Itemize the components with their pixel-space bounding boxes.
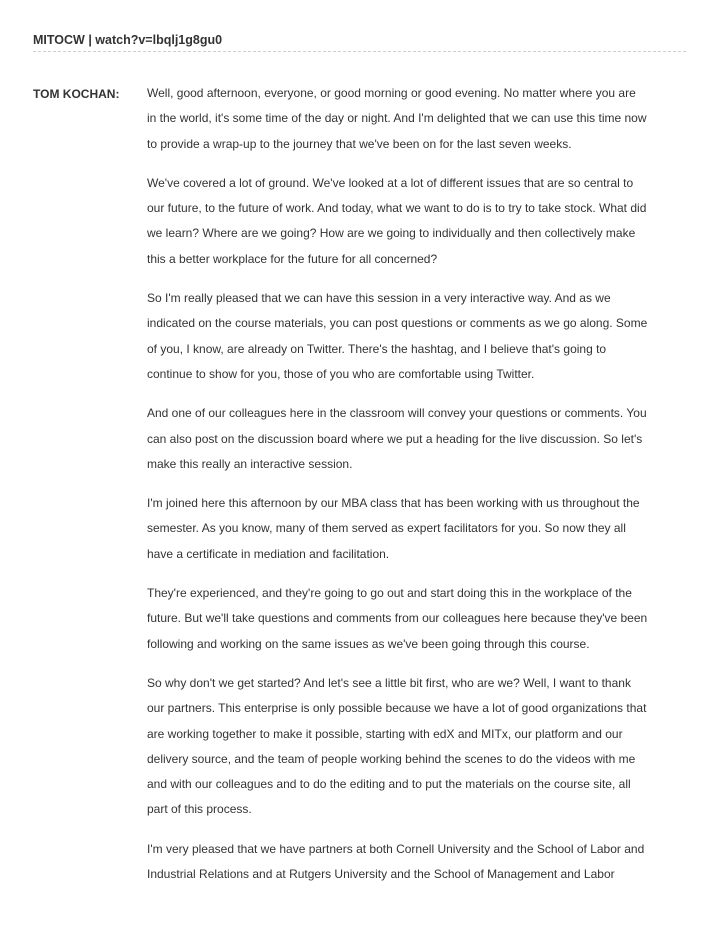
transcript-line: future. But we'll take questions and comments from our colleagues here because they've been xyxy=(147,611,648,626)
transcript-line: I'm joined here this afternoon by our MBA class that has been working with us throughout the xyxy=(147,496,640,511)
document-title: MITOCW | watch?v=lbqlj1g8gu0 xyxy=(33,33,223,47)
transcript-line: our future, to the future of work. And today, what we want to do is to try to take stock. What did xyxy=(147,201,647,216)
transcript-line: following and working on the same issues as we've been going through this course. xyxy=(147,636,590,651)
transcript-line: I'm very pleased that we have partners at both Cornell University and the School of Labor and xyxy=(147,841,645,856)
transcript-line: we learn? Where are we going? How are we going to individually and then collectively make xyxy=(147,226,636,241)
transcript-line: this a better workplace for the future for all concerned? xyxy=(147,251,438,266)
transcript-line: are working together to make it possible, starting with edX and MITx, our platform and our xyxy=(147,726,623,741)
transcript-line: in the world, it's some time of the day or night. And I'm delighted that we can use this time now xyxy=(147,111,647,126)
speaker-label: TOM KOCHAN: xyxy=(33,87,120,101)
transcript-paragraph xyxy=(147,837,692,888)
transcript-line: semester. As you know, many of them served as expert facilitators for you. So now they all xyxy=(147,521,626,536)
transcript-line: And one of our colleagues here in the classroom will convey your questions or comments. You xyxy=(147,406,647,421)
transcript-paragraph xyxy=(147,171,692,272)
transcript-line: delivery source, and the team of people working behind the scenes to do the videos with me xyxy=(147,751,636,766)
transcript-line: indicated on the course materials, you can post questions or comments as we go along. Some xyxy=(147,316,648,331)
transcript-line: to provide a wrap-up to the journey that we've been on for the last seven weeks. xyxy=(147,136,572,151)
transcript-line: continue to show for you, those of you who are comfortable using Twitter. xyxy=(147,366,535,381)
transcript-line: and with our colleagues and to do the editing and to put the materials on the course site, all xyxy=(147,777,631,792)
transcript-paragraph xyxy=(147,81,692,157)
transcript-line: of you, I know, are already on Twitter. There's the hashtag, and I believe that's going to xyxy=(147,341,607,356)
transcript-line: have a certificate in mediation and facilitation. xyxy=(147,546,390,561)
transcript-paragraph xyxy=(147,581,692,657)
transcript-paragraph xyxy=(147,286,692,387)
transcript-line: Industrial Relations and at Rutgers University and the School of Management and Labor xyxy=(147,867,615,882)
transcript-paragraph xyxy=(147,491,692,567)
document-header xyxy=(33,31,686,52)
transcript-paragraph xyxy=(147,401,692,477)
transcript-body xyxy=(147,81,692,901)
transcript-line: make this really an interactive session. xyxy=(147,456,353,471)
transcript-line: So I'm really pleased that we can have this session in a very interactive way. And as we xyxy=(147,291,611,306)
transcript-line: Well, good afternoon, everyone, or good morning or good evening. No matter where you are xyxy=(147,86,636,100)
transcript-line: So why don't we get started? And let's see a little bit first, who are we? Well, I want to thank xyxy=(147,675,631,690)
transcript-paragraph xyxy=(147,671,692,823)
transcript-line: our partners. This enterprise is only possible because we have a lot of good organizations that xyxy=(147,701,647,716)
transcript-line: can also post on the discussion board where we put a heading for the live discussion. So let's xyxy=(147,431,643,446)
transcript-line: They're experienced, and they're going to go out and start doing this in the workplace of the xyxy=(147,586,632,601)
transcript-line: part of this process. xyxy=(147,802,252,817)
transcript-line: We've covered a lot of ground. We've looked at a lot of different issues that are so central to xyxy=(147,175,634,190)
